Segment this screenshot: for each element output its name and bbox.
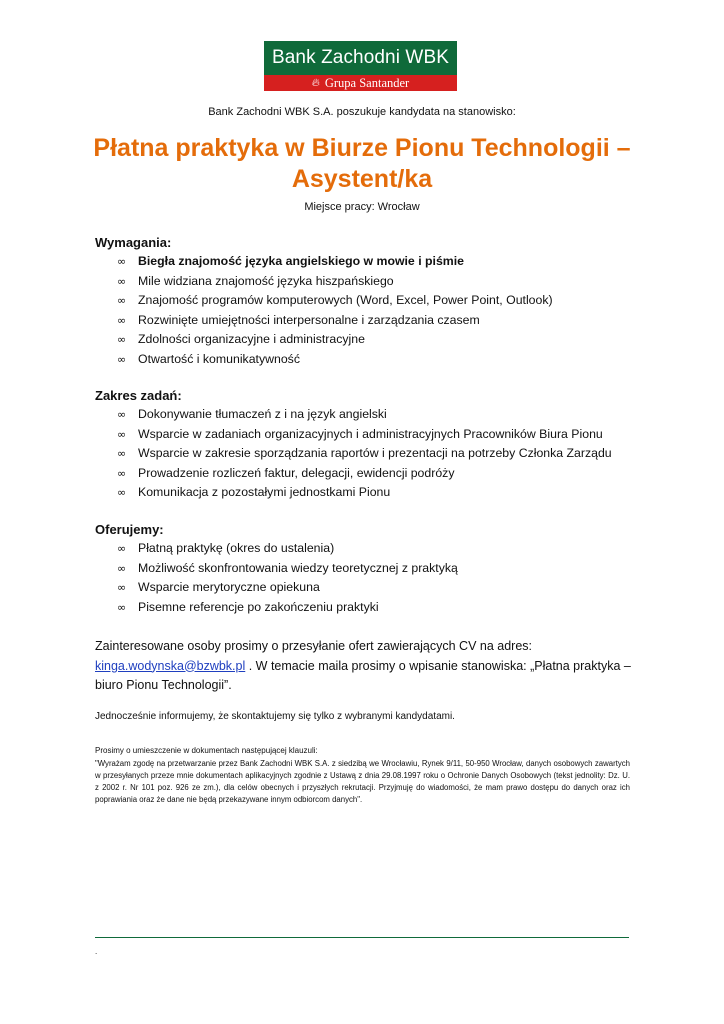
consent-clause: "Wyrażam zgodę na przetwarzanie przez Bank Zachodni WBK S.A. z siedzibą we Wrocławiu, Rynek 9/11, 50-950 Wrocław, danych osobowych zawartych w przesyłanych przeze mnie dokumentach aplikacyjnych zgodnie z Ustawą z dnia 29.08.1997 roku o Ochronie Danych Osobowych (tekst jednolity: Dz. U. z 2002 r. Nr 101 poz. 926 ze zm.), dla celów obecnych i przyszłych rekrutacji. Przyjmuję do wiadomości, że mam prawo dostępu do danych oraz ich poprawiania oraz że dane nie będą przekazywane innym odbiorcom danych".: [95, 759, 630, 804]
duties-list: [95, 405, 655, 503]
list-item: [95, 464, 655, 484]
list-item: [95, 272, 655, 292]
requirements-section: [95, 233, 655, 369]
flame-icon: 🔥︎: [311, 76, 320, 89]
list-item: [95, 444, 655, 464]
list-item: [95, 291, 655, 311]
bullet-icon: ∞: [117, 274, 127, 288]
list-item: [95, 578, 655, 598]
list-item: [95, 405, 655, 425]
offer-section: [95, 520, 655, 617]
list-item: [95, 311, 655, 331]
bullet-icon: ∞: [117, 427, 127, 441]
duties-section: [95, 386, 655, 503]
list-item-text: Płatną praktykę (okres do ustalenia): [138, 541, 335, 555]
bullet-icon: ∞: [117, 600, 127, 614]
list-item-text: Dokonywanie tłumaczeń z i na język angielski: [138, 407, 387, 421]
list-item-text: Pisemne referencje po zakończeniu praktyki: [138, 599, 379, 614]
bullet-icon: ∞: [117, 255, 127, 268]
footer-divider: [95, 937, 629, 938]
list-item-text: Wsparcie w zadaniach organizacyjnych i administracyjnych Pracowników Biura Pionu: [138, 426, 603, 441]
list-item-text: Wsparcie w zakresie sporządzania raportów i prezentacji na potrzeby Członka Zarządu: [138, 446, 612, 460]
list-item: [95, 539, 655, 559]
intro-text: Bank Zachodni WBK S.A. poszukuje kandydata na stanowisko:: [208, 106, 516, 118]
contact-text-after: . W temacie maila prosimy o wpisanie stanowiska: „Płatna praktyka – biuro Pionu Technologii”.: [95, 658, 631, 692]
bullet-icon: ∞: [117, 408, 127, 421]
list-item-text: Zdolności organizacyjne i administracyjne: [138, 332, 365, 346]
footer-dot: .: [95, 947, 98, 956]
list-item-text: Otwartość i komunikatywność: [138, 351, 300, 366]
bullet-icon: ∞: [117, 352, 127, 366]
list-item: [95, 483, 655, 503]
offer-list: [95, 539, 655, 617]
list-item: [95, 598, 655, 618]
logo-bank-name: Bank Zachodni WBK: [264, 41, 457, 75]
list-item: [95, 252, 655, 272]
list-item-text: Wsparcie merytoryczne opiekuna: [138, 580, 320, 594]
selection-info: Jednocześnie informujemy, że skontaktujemy się tylko z wybranymi kandydatami.: [95, 711, 455, 722]
bullet-icon: ∞: [117, 581, 127, 594]
requirements-list: [95, 252, 655, 369]
logo-group: [264, 75, 457, 91]
contact-paragraph: [95, 637, 635, 696]
bank-logo: [264, 41, 457, 91]
job-title-line-1: Płatna praktyka w Biurze Pionu Technologii –: [93, 134, 631, 162]
bullet-icon: ∞: [117, 561, 127, 575]
job-location: Miejsce pracy: Wrocław: [304, 201, 420, 213]
logo-group-label: Grupa Santander: [324, 75, 410, 90]
job-title: [60, 133, 664, 195]
bullet-icon: ∞: [117, 447, 127, 460]
bullet-icon: ∞: [117, 542, 127, 555]
list-item-text: Prowadzenie rozliczeń faktur, delegacji, ewidencji podróży: [138, 465, 455, 480]
email-link[interactable]: kinga.wodynska@bzwbk.pl: [95, 658, 246, 673]
list-item-text: Mile widziana znajomość języka hiszpańskiego: [138, 273, 394, 288]
list-item-text: Możliwość skonfrontowania wiedzy teoretycznej z praktyką: [138, 560, 458, 575]
list-item-text: Rozwinięte umiejętności interpersonalne i zarządzania czasem: [138, 312, 480, 327]
bullet-icon: ∞: [117, 294, 127, 307]
list-item-text: Komunikacja z pozostałymi jednostkami Pionu: [138, 485, 391, 499]
clause-heading: Prosimy o umieszczenie w dokumentach następującej klauzuli:: [95, 746, 318, 755]
list-item-text: Biegła znajomość języka angielskiego w mowie i piśmie: [138, 254, 464, 268]
contact-text-before: Zainteresowane osoby prosimy o przesyłanie ofert zawierających CV na adres:: [95, 639, 533, 653]
list-item: [95, 330, 655, 350]
bullet-icon: ∞: [117, 486, 127, 499]
bullet-icon: ∞: [117, 333, 127, 346]
job-title-line-2: Asystent/ka: [291, 165, 433, 193]
bullet-icon: ∞: [117, 466, 127, 480]
list-item: [95, 350, 655, 370]
offer-heading: Oferujemy:: [95, 522, 164, 537]
list-item-text: Znajomość programów komputerowych (Word, Excel, Power Point, Outlook): [138, 293, 553, 307]
requirements-heading: Wymagania:: [95, 235, 172, 250]
bullet-icon: ∞: [117, 313, 127, 327]
list-item: [95, 559, 655, 579]
list-item: [95, 425, 655, 445]
duties-heading: Zakres zadań:: [95, 388, 182, 403]
